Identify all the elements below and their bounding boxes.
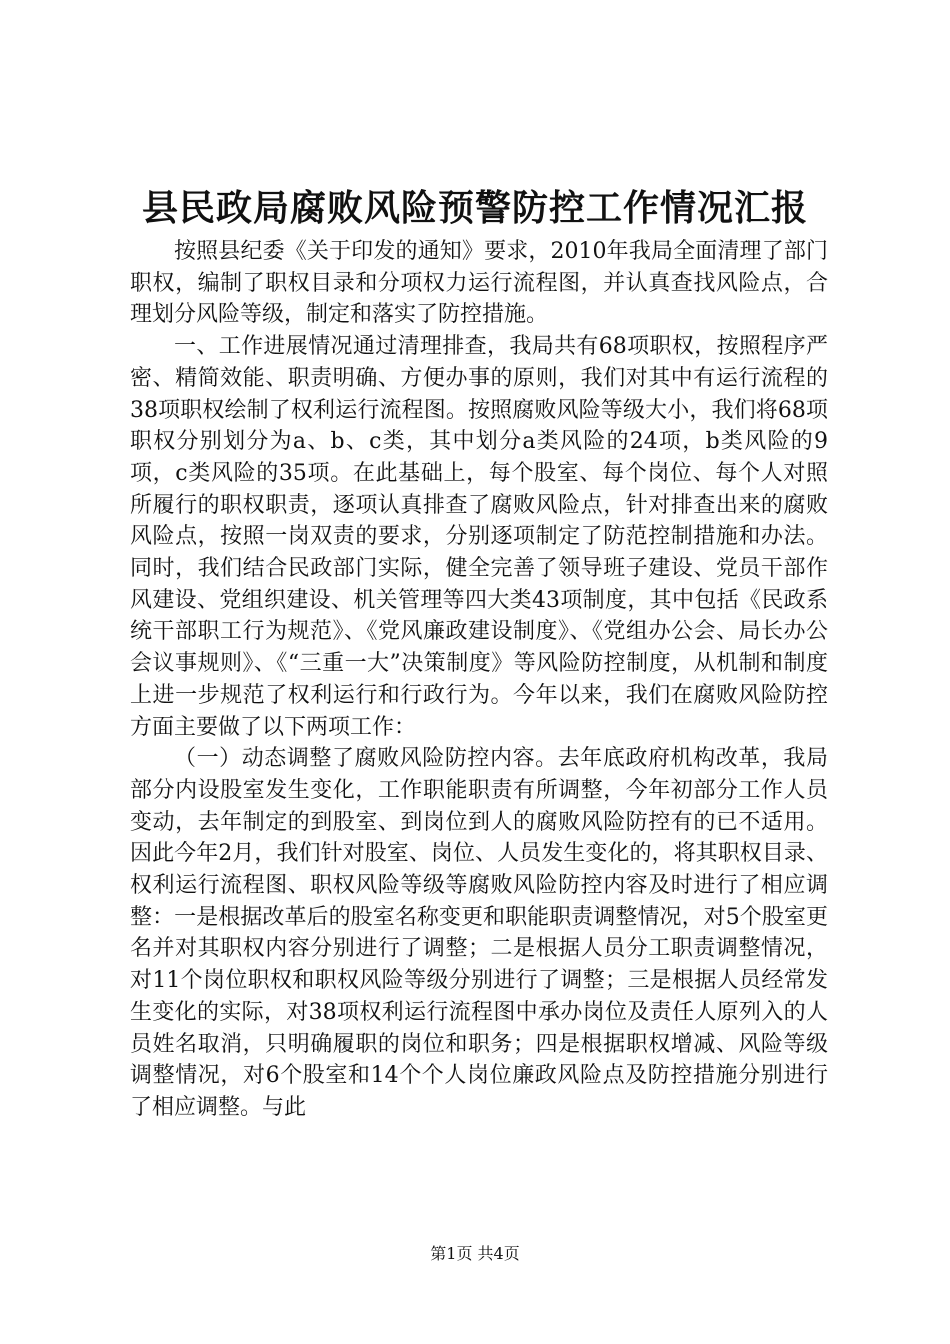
document-title: 县民政局腐败风险预警防控工作情况汇报	[141, 187, 808, 229]
document-body	[130, 236, 828, 1124]
page-number-footer: 第1页 共4页	[430, 1244, 520, 1263]
paragraph-intro: 按照县纪委《关于印发的通知》要求，2010年我局全面清理了部门职权，编制了职权目录和分项权力运行流程图，并认真查找风险点，合理划分风险等级，制定和落实了防控措施。	[130, 239, 828, 328]
paragraph-adjustment: （一）动态调整了腐败风险防控内容。去年底政府机构改革，我局部分内设股室发生变化，工作职能职责有所调整，今年初部分工作人员变动，去年制定的到股室、到岗位到人的腐败风险防控有的已不适用。因此今年2月，我们针对股室、岗位、人员发生变化的，将其职权目录、权利运行流程图、职权风险等级等腐败风险防控内容及时进行了相应调整：一是根据改革后的股室名称变更和职能职责调整情况，对5个股室更名并对其职权内容分别进行了调整；二是根据人员分工职责调整情况，对11个岗位职权和职权风险等级分别进行了调整；三是根据人员经常发生变化的实际，对38项权利运行流程图中承办岗位及责任人原列入的人员姓名取消，只明确履职的岗位和职务；四是根据职权增减、风险等级调整情况，对6个股室和14个个人岗位廉政风险点及防控措施分别进行了相应调整。与此	[130, 746, 828, 1120]
paragraph-progress: 一、工作进展情况通过清理排查，我局共有68项职权，按照程序严密、精简效能、职责明确、方便办事的原则，我们对其中有运行流程的38项职权绘制了权利运行流程图。按照腐败风险等级大小，我们将68项职权分别划分为a、b、c类，其中划分a类风险的24项，b类风险的9项，c类风险的35项。在此基础上，每个股室、每个岗位、每个人对照所履行的职权职责，逐项认真排查了腐败风险点，针对排查出来的腐败风险点，按照一岗双责的要求，分别逐项制定了防范控制措施和办法。同时，我们结合民政部门实际，健全完善了领导班子建设、党员干部作风建设、党组织建设、机关管理等四大类43项制度，其中包括《民政系统干部职工行为规范》、《党风廉政建设制度》、《党组办公会、局长办公会议事规则》、《“三重一大”决策制度》等风险防控制度，从机制和制度上进一步规范了权利运行和行政行为。今年以来，我们在腐败风险防控方面主要做了以下两项工作：	[130, 334, 828, 740]
